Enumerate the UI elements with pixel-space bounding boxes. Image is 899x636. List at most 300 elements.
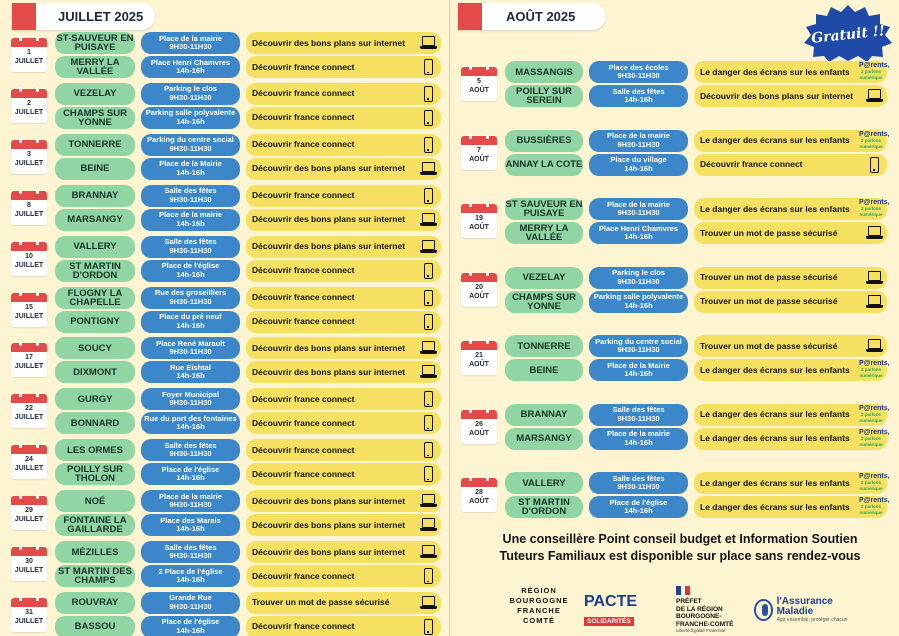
meeting-place: [141, 287, 240, 309]
pacte-title: PACTE: [584, 593, 638, 610]
meeting-place: [141, 56, 240, 78]
topic-text: Trouver un mot de passe sécurisé: [700, 296, 838, 306]
parents-logo-subtext: 2 parlons numérique: [859, 137, 883, 149]
place-name: Place Henri Chamvres: [150, 57, 231, 67]
laptop-screen: [868, 89, 881, 99]
place-time: 9H30-11H30: [617, 71, 660, 80]
phone-icon: [420, 188, 437, 204]
place-time: 9H30-11H30: [169, 42, 212, 51]
place-name: Rue Eishtal: [170, 362, 211, 372]
town-name: FONTAINE LA GAILLARDE: [55, 514, 135, 536]
parents-logo-text: P@rents,: [859, 497, 890, 504]
parents-logo-subtext: 2 parlons numérique: [859, 480, 883, 491]
place-name: Place de la mairie: [607, 131, 670, 140]
place-time: 14h-16h: [624, 437, 653, 447]
month-title: JUILLET 2025: [58, 9, 144, 24]
tab-accent: [458, 3, 482, 30]
phone-body: [424, 86, 433, 102]
calendar-icon: [11, 394, 47, 403]
topic-text: Découvrir des bons plans sur internet: [252, 214, 406, 225]
laptop-base: [420, 528, 437, 531]
workshop-topic: [246, 439, 441, 461]
phone-icon: [420, 263, 437, 279]
calendar-icon: [11, 293, 47, 302]
date-card: [11, 140, 47, 174]
workshop-topic: [246, 514, 441, 536]
calendar-icon: [11, 242, 47, 251]
place-time: 9H30-11H30: [617, 482, 660, 491]
workshop-topic: [246, 616, 441, 636]
place-name: Place de l'église: [161, 464, 220, 474]
place-name: Place Henri Chamvres: [598, 223, 679, 233]
laptop-icon: [420, 340, 437, 356]
calendar-icon: [11, 38, 47, 47]
parents-logo-subtext: 2 parlons numérique: [859, 504, 883, 515]
date-day: 8: [27, 201, 31, 209]
month-title: AOÛT 2025: [506, 9, 576, 24]
phone-body: [424, 188, 433, 204]
date-card: [11, 191, 47, 225]
phone-icon: [420, 110, 437, 126]
place-name: Place de la mairie: [159, 33, 222, 43]
month-header-august: [458, 3, 606, 30]
date-month: JUILLET: [14, 261, 44, 269]
date-day: 28: [475, 489, 483, 496]
parents-logo-text: P@rents,: [859, 360, 890, 367]
laptop-screen: [422, 596, 435, 606]
laptop-screen: [868, 271, 881, 281]
workshop-topic: [246, 32, 441, 54]
date-day: 31: [25, 608, 33, 616]
town-name: BASSOU: [55, 616, 135, 636]
workshop-topic: [694, 130, 890, 152]
meeting-place: [141, 32, 240, 54]
place-name: Rue des groseilliers: [154, 288, 227, 297]
parents-logo-text: P@rents,: [859, 199, 890, 206]
place-name: Place du village: [610, 155, 667, 164]
workshop-topic: [246, 541, 441, 563]
place-time: 14h-16h: [176, 66, 205, 75]
meeting-place: [141, 541, 240, 563]
town-name: MARSANGY: [505, 428, 583, 450]
meeting-place: [141, 412, 240, 434]
date-day: 17: [25, 354, 33, 362]
topic-text: Découvrir des bons plans sur internet: [700, 90, 854, 101]
workshop-topic: [246, 287, 441, 309]
calendar-icon: [461, 341, 497, 350]
phone-icon: [420, 290, 437, 306]
laptop-icon: [420, 595, 437, 611]
free-badge: [803, 4, 893, 62]
town-name: BEINE: [505, 359, 583, 381]
assurance-maladie-logo: [754, 597, 854, 623]
topic-text: Trouver un mot de passe sécurisé: [252, 597, 390, 608]
topic-text: Découvrir des bons plans sur internet: [252, 495, 406, 506]
workshop-topic: [694, 85, 887, 107]
date-month: JUILLET: [14, 58, 44, 65]
town-name: MASSANGIS: [505, 61, 583, 83]
laptop-icon: [420, 161, 437, 177]
date-month: AOÛT: [469, 292, 489, 300]
laptop-base: [866, 305, 883, 308]
town-name: VEZELAY: [55, 83, 135, 105]
calendar-icon: [11, 343, 47, 352]
date-card: [461, 341, 497, 375]
phone-body: [424, 466, 433, 482]
date-card: [11, 445, 47, 479]
prefet-line: FRANCHE-COMTÉ: [676, 620, 734, 628]
topic-text: Le danger des écrans sur les enfants: [700, 66, 850, 77]
parents-logo-text: P@rents,: [859, 130, 890, 138]
date-month: AOÛT: [469, 429, 489, 437]
phone-body: [424, 314, 433, 330]
column-divider: [449, 0, 450, 636]
meeting-place: [141, 260, 240, 282]
laptop-base: [420, 351, 437, 354]
workshop-topic: [246, 311, 441, 333]
date-day: 1: [27, 49, 31, 56]
date-day: 2: [27, 99, 31, 107]
parents-logo-subtext: 2 parlons numérique: [859, 411, 883, 423]
workshop-topic: [246, 361, 441, 383]
phone-body: [424, 568, 433, 584]
place-name: Salle des fêtes: [612, 473, 665, 483]
workshop-topic: [246, 463, 441, 485]
phone-icon: [866, 157, 883, 173]
meeting-place: [589, 222, 688, 244]
topic-text: Découvrir france connect: [252, 316, 355, 326]
calendar-icon: [461, 273, 497, 282]
laptop-base: [420, 375, 437, 378]
place-time: 14h-16h: [176, 167, 205, 177]
place-name: Salle des fêtes: [164, 440, 217, 450]
place-time: 14h-16h: [624, 232, 653, 241]
meeting-place: [141, 158, 240, 180]
town-name: MERRY LA VALLÉE: [505, 222, 583, 244]
topic-text: Découvrir france connect: [700, 159, 803, 169]
pacte-solidarites-logo: [584, 594, 652, 628]
date-day: 21: [475, 352, 483, 359]
place-name: Parking le clos: [612, 268, 665, 277]
place-name: Place des écoles: [608, 62, 669, 72]
workshop-topic: [694, 198, 890, 220]
workshop-topic: [694, 496, 890, 518]
workshop-topic: [694, 335, 887, 357]
badge-text: Gratuit !!: [810, 23, 886, 47]
calendar-icon: [461, 204, 497, 213]
place-time: 9H30-11H30: [617, 276, 660, 286]
meeting-place: [589, 130, 688, 152]
topic-text: Le danger des écrans sur les enfants: [700, 433, 850, 443]
date-card: [11, 89, 47, 123]
meeting-place: [589, 404, 688, 426]
place-time: 14h-16h: [624, 369, 653, 378]
meeting-place: [589, 267, 688, 289]
calendar-icon: [11, 598, 47, 607]
date-month: AOÛT: [469, 87, 489, 94]
calendar-icon: [11, 547, 47, 556]
region-line: BOURGOGNE: [509, 596, 569, 605]
workshop-topic: [246, 209, 441, 231]
laptop-icon: [420, 35, 437, 51]
prefet-logo: [676, 586, 748, 633]
meeting-place: [141, 490, 240, 512]
place-name: Salle des fêtes: [164, 237, 217, 247]
place-time: 9H30-11H30: [169, 92, 212, 102]
phone-icon: [420, 391, 437, 407]
workshop-topic: [694, 428, 890, 450]
place-name: Place de l'église: [609, 497, 668, 507]
laptop-icon: [420, 493, 437, 509]
phone-body: [424, 415, 433, 431]
meeting-place: [141, 185, 240, 207]
meeting-place: [589, 154, 688, 176]
place-name: Place de la Mairie: [607, 360, 670, 370]
date-card: [461, 204, 497, 238]
date-day: 20: [475, 283, 483, 291]
date-day: 24: [25, 456, 33, 464]
laptop-screen: [422, 341, 435, 351]
place-name: Foyer Municipal: [161, 389, 220, 399]
date-month: AOÛT: [469, 498, 489, 505]
date-day: 3: [27, 150, 31, 158]
place-name: Grande Rue: [169, 593, 212, 603]
place-time: 14h-16h: [176, 371, 205, 381]
place-name: Place de la mairie: [159, 210, 222, 220]
laptop-icon: [420, 364, 437, 380]
laptop-icon: [866, 225, 883, 241]
date-card: [461, 478, 497, 512]
workshop-topic: [246, 236, 441, 258]
date-card: [461, 273, 497, 307]
meeting-place: [589, 85, 688, 107]
topic-text: Découvrir france connect: [252, 112, 355, 123]
place-time: 9H30-11H30: [169, 601, 212, 611]
town-name: POILLY SUR THOLON: [55, 463, 135, 485]
workshop-topic: [694, 291, 887, 313]
topic-text: Le danger des écrans sur les enfants: [700, 364, 850, 375]
workshop-topic: [246, 83, 441, 105]
topic-text: Découvrir france connect: [252, 393, 355, 404]
parents-logo-text: P@rents,: [859, 473, 890, 480]
town-name: VALLERY: [505, 472, 583, 494]
topic-text: Découvrir des bons plans sur internet: [252, 366, 406, 377]
town-name: BRANNAY: [55, 185, 135, 207]
place-time: 9H30-11H30: [617, 139, 660, 149]
date-month: JUILLET: [14, 312, 44, 320]
laptop-base: [420, 555, 437, 558]
meeting-place: [589, 291, 688, 313]
meeting-place: [589, 198, 688, 220]
place-time: 14h-16h: [624, 95, 653, 104]
phone-icon: [420, 59, 437, 75]
workshop-topic: [246, 56, 441, 78]
date-day: 19: [475, 215, 483, 222]
phone-body: [424, 391, 433, 407]
meeting-place: [141, 565, 240, 587]
laptop-screen: [868, 295, 881, 305]
workshop-topic: [246, 185, 441, 207]
laptop-screen: [422, 36, 435, 46]
place-time: 9H30-11H30: [169, 449, 212, 459]
date-card: [461, 136, 497, 170]
date-card: [11, 343, 47, 377]
date-month: JUILLET: [14, 617, 44, 625]
place-name: Place de la mairie: [607, 429, 670, 438]
place-time: 14h-16h: [176, 422, 205, 432]
place-time: 14h-16h: [624, 163, 653, 173]
topic-text: Le danger des écrans sur les enfants: [700, 203, 850, 214]
laptop-base: [420, 250, 437, 253]
place-name: 2 Place de l'église: [158, 566, 223, 576]
workshop-topic: [246, 412, 441, 434]
date-day: 30: [25, 558, 33, 565]
date-card: [11, 394, 47, 428]
topic-text: Trouver un mot de passe sécurisé: [700, 227, 838, 238]
laptop-icon: [866, 88, 883, 104]
topic-text: Découvrir france connect: [252, 61, 355, 72]
parents-logo-text: P@rents,: [859, 62, 890, 69]
topic-text: Découvrir des bons plans sur internet: [252, 342, 406, 353]
town-name: GURGY: [55, 388, 135, 410]
meeting-place: [141, 134, 240, 156]
laptop-icon: [420, 517, 437, 533]
parents-icon: [859, 473, 890, 491]
town-name: BEINE: [55, 158, 135, 180]
phone-icon: [420, 466, 437, 482]
phone-icon: [420, 415, 437, 431]
place-time: 9H30-11H30: [617, 345, 660, 354]
town-name: VALLERY: [55, 236, 135, 258]
town-name: BUSSIÈRES: [505, 130, 583, 152]
date-card: [11, 242, 47, 276]
workshop-topic: [246, 260, 441, 282]
place-name: Place René Marault: [156, 338, 225, 348]
place-name: Place de la Mairie: [159, 159, 222, 169]
place-time: 9H30-11H30: [169, 551, 212, 560]
meeting-place: [141, 236, 240, 258]
date-month: JUILLET: [14, 414, 44, 422]
meeting-place: [589, 61, 688, 83]
place-time: 9H30-11H30: [169, 143, 212, 153]
phone-body: [424, 290, 433, 306]
date-month: AOÛT: [469, 224, 489, 231]
town-name: ST-SAUVEUR EN PUISAYE: [56, 33, 134, 53]
prefet-motto: Liberté Égalité Fraternité: [676, 628, 726, 633]
calendar-icon: [11, 496, 47, 505]
workshop-topic: [246, 565, 441, 587]
town-name: ROUVRAY: [55, 592, 135, 614]
place-name: Place de l'église: [161, 617, 220, 627]
town-name: ST SAUVEUR EN PUISAYE: [505, 199, 583, 219]
town-name: LES ORMES: [55, 439, 135, 461]
workshop-topic: [246, 490, 441, 512]
meeting-place: [589, 335, 688, 357]
workshop-topic: [694, 404, 890, 426]
topic-text: Découvrir france connect: [252, 292, 355, 302]
topic-text: Découvrir france connect: [252, 88, 355, 99]
date-card: [11, 293, 47, 327]
calendar-icon: [461, 136, 497, 145]
laptop-base: [866, 281, 883, 284]
laptop-screen: [868, 226, 881, 236]
workshop-topic: [694, 359, 890, 381]
calendar-icon: [11, 140, 47, 149]
topic-text: Le danger des écrans sur les enfants: [700, 477, 850, 488]
meeting-place: [141, 439, 240, 461]
laptop-icon: [420, 212, 437, 228]
topic-text: Le danger des écrans sur les enfants: [700, 501, 850, 512]
place-name: Place de la mairie: [159, 491, 222, 501]
place-time: 9H30-11H30: [617, 413, 660, 423]
prefet-line: PRÉFET: [676, 598, 702, 605]
place-name: Place du pré neuf: [159, 312, 222, 321]
workshop-topic: [246, 158, 441, 180]
parents-icon: [859, 497, 890, 515]
laptop-base: [420, 223, 437, 226]
parents-logo-subtext: 2 parlons numérique: [859, 435, 883, 447]
workshop-topic: [694, 222, 887, 244]
place-time: 14h-16h: [176, 320, 205, 330]
date-card: [461, 67, 497, 101]
place-name: Salle des fêtes: [164, 542, 217, 552]
place-time: 9H30-11H30: [169, 347, 212, 357]
phone-icon: [420, 86, 437, 102]
date-card: [11, 598, 47, 632]
date-card: [11, 38, 47, 72]
laptop-icon: [420, 239, 437, 255]
town-name: SOUCY: [55, 337, 135, 359]
place-name: Parking le clos: [164, 84, 217, 94]
place-time: 9H30-11H30: [169, 194, 212, 204]
place-time: 9H30-11H30: [617, 208, 660, 217]
place-name: Parking salle polyvalente: [145, 108, 236, 118]
assurance-maladie-icon: [754, 599, 773, 621]
parents-icon: [859, 360, 890, 378]
assurance-slogan: Agir ensemble, protéger chacun: [776, 617, 848, 623]
phone-icon: [420, 314, 437, 330]
date-month: AOÛT: [469, 361, 489, 368]
laptop-base: [420, 606, 437, 609]
workshop-topic: [246, 388, 441, 410]
calendar-icon: [461, 67, 497, 76]
meeting-place: [141, 337, 240, 359]
region-line: RÉGION: [521, 586, 557, 595]
place-time: 14h-16h: [176, 218, 205, 228]
phone-icon: [420, 619, 437, 635]
laptop-screen: [422, 545, 435, 555]
region-line: FRANCHE: [517, 606, 561, 615]
parents-icon: [859, 404, 890, 423]
place-name: Salle des fêtes: [612, 86, 665, 96]
phone-body: [424, 619, 433, 635]
town-name: FLOGNY LA CHAPELLE: [55, 287, 135, 309]
place-time: 9H30-11H30: [169, 296, 212, 306]
town-name: TONNERRE: [55, 134, 135, 156]
town-name: BONNARD: [55, 412, 135, 434]
place-name: Parking du centre social: [595, 336, 682, 346]
phone-body: [424, 137, 433, 153]
town-name: VEZELAY: [505, 267, 583, 289]
topic-text: Découvrir des bons plans sur internet: [252, 546, 406, 557]
laptop-screen: [422, 213, 435, 223]
meeting-place: [589, 428, 688, 450]
topic-text: Découvrir france connect: [252, 444, 355, 455]
meeting-place: [141, 83, 240, 105]
workshop-topic: [246, 337, 441, 359]
parents-icon: [859, 130, 890, 149]
laptop-base: [866, 99, 883, 102]
